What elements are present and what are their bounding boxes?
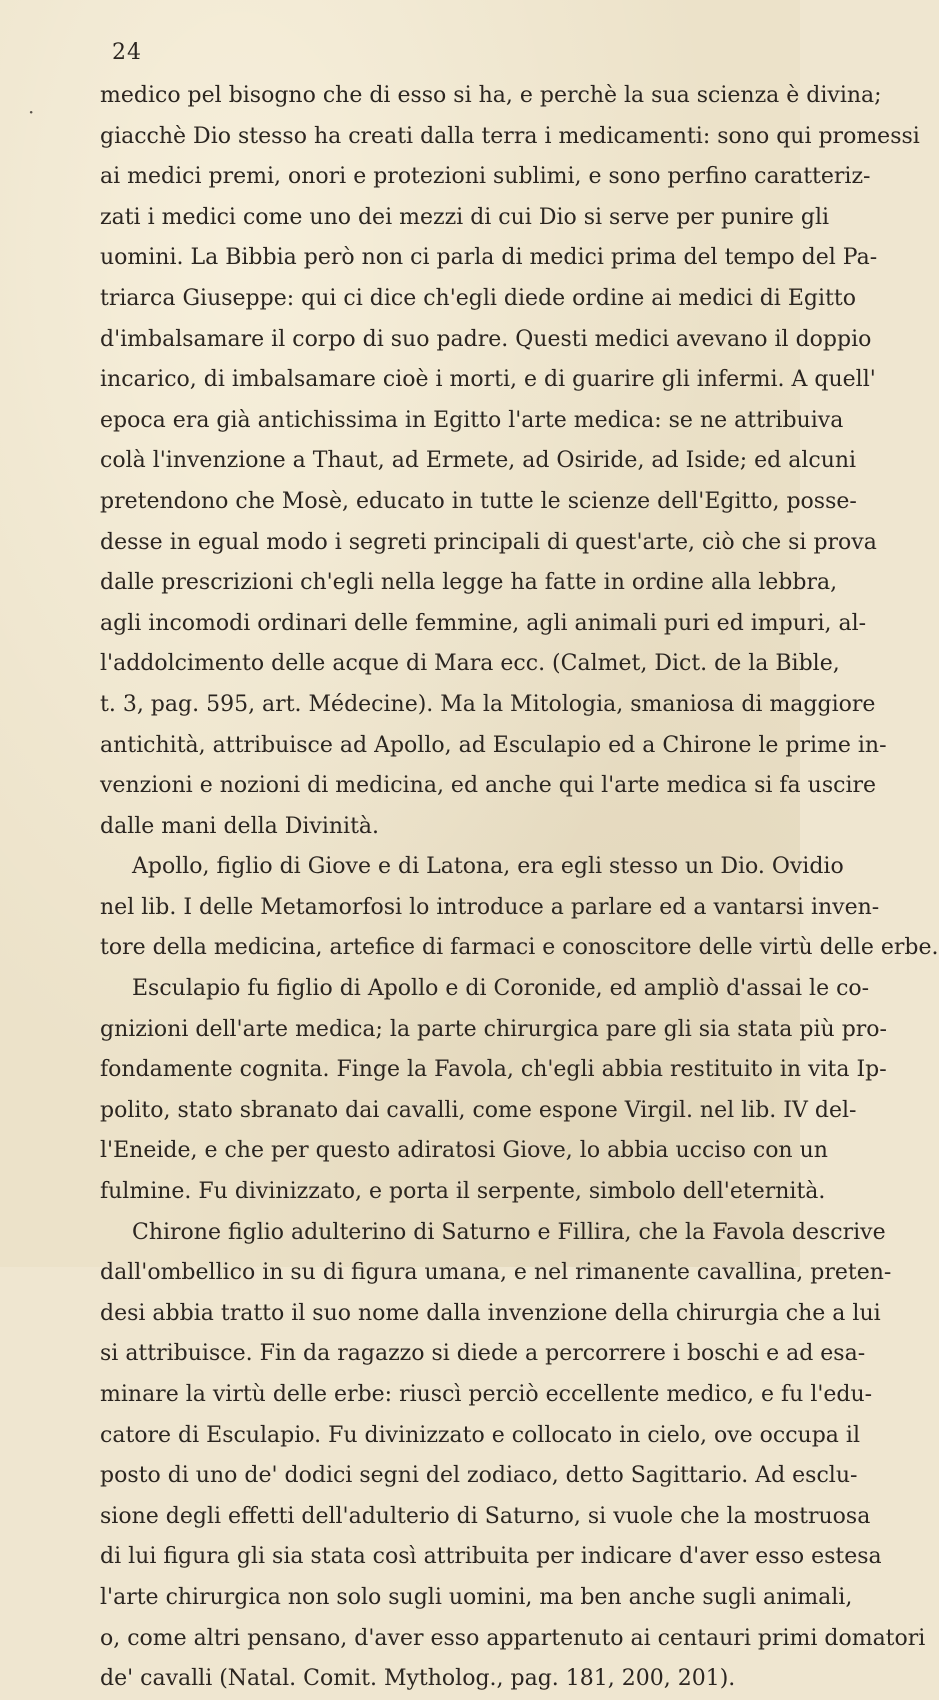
text-line: d'imbalsamare il corpo di suo padre. Questi medici avevano il doppio: [100, 326, 872, 352]
text-line: Apollo, figlio di Giove e di Latona, era egli stesso un Dio. Ovidio: [132, 854, 844, 880]
text-line: o, come altri pensano, d'aver esso appartenuto ai centauri primi domatori: [100, 1625, 926, 1651]
text-line: posto di uno de' dodici segni del zodiaco, detto Sagittario. Ad esclu-: [100, 1463, 858, 1489]
text-line: tore della medicina, artefice di farmaci e conoscitore delle virtù delle erbe.: [100, 935, 939, 961]
text-line: di lui figura gli sia stata così attribuita per indicare d'aver esso estesa: [100, 1544, 882, 1570]
text-line: gnizioni dell'arte medica; la parte chirurgica pare gli sia stata più pro-: [100, 1016, 887, 1042]
text-line: catore di Esculapio. Fu divinizzato e collocato in cielo, ove occupa il: [100, 1422, 860, 1448]
text-line: dalle prescrizioni ch'egli nella legge ha fatte in ordine alla lebbra,: [100, 570, 838, 596]
text-line: l'addolcimento delle acque di Mara ecc. (Calmet, Dict. de la Bible,: [100, 651, 840, 677]
text-line: ai medici premi, onori e protezioni sublimi, e sono perfino caratteriz-: [100, 164, 871, 190]
text-line: colà l'invenzione a Thaut, ad Ermete, ad Osiride, ad Iside; ed alcuni: [100, 448, 857, 474]
text-line: sione degli effetti dell'adulterio di Saturno, si vuole che la mostruosa: [100, 1503, 871, 1529]
text-line: incarico, di imbalsamare cioè i morti, e di guarire gli infermi. A quell': [100, 367, 876, 393]
page-number: 24: [112, 40, 142, 65]
text-line: de' cavalli (Natal. Comit. Mytholog., pag. 181, 200, 201).: [100, 1666, 736, 1692]
body-text: [100, 76, 939, 1700]
text-line: si attribuisce. Fin da ragazzo si diede a percorrere i boschi e ad esa-: [100, 1341, 866, 1367]
text-line: pretendono che Mosè, educato in tutte le scienze dell'Egitto, posse-: [100, 488, 857, 514]
text-line: uomini. La Bibbia però non ci parla di medici prima del tempo del Pa-: [100, 245, 878, 271]
text-line: epoca era già antichissima in Egitto l'arte medica: se ne attribuiva: [100, 407, 844, 433]
text-line: fulmine. Fu divinizzato, e porta il serpente, simbolo dell'eternità.: [100, 1179, 826, 1205]
text-line: minare la virtù delle erbe: riuscì perciò eccellente medico, e fu l'edu-: [100, 1382, 873, 1407]
text-line: giacchè Dio stesso ha creati dalla terra i medicamenti: sono qui promessi: [100, 123, 920, 149]
text-line: triarca Giuseppe: qui ci dice ch'egli diede ordine ai medici di Egitto: [100, 285, 856, 311]
text-line: Esculapio fu figlio di Apollo e di Coronide, ed ampliò d'assai le co-: [132, 976, 870, 1002]
text-line: desi abbia tratto il suo nome dalla invenzione della chirurgia che a lui: [100, 1300, 881, 1326]
margin-mark: ·: [28, 100, 35, 124]
text-line: agli incomodi ordinari delle femmine, agli animali puri ed impuri, al-: [100, 610, 867, 636]
text-line: antichità, attribuisce ad Apollo, ad Esculapio ed a Chirone le prime in-: [100, 732, 887, 758]
text-line: venzioni e nozioni di medicina, ed anche qui l'arte medica si fa uscire: [100, 773, 877, 799]
text-line: t. 3, pag. 595, art. Médecine). Ma la Mitologia, smaniosa di maggiore: [100, 691, 876, 717]
text-line: dalle mani della Divinità.: [100, 813, 380, 839]
text-line: fondamente cognita. Finge la Favola, ch'egli abbia restituito in vita Ip-: [100, 1057, 887, 1083]
text-line: l'Eneide, e che per questo adiratosi Giove, lo abbia ucciso con un: [100, 1138, 828, 1164]
text-line: zati i medici come uno dei mezzi di cui Dio si serve per punire gli: [100, 204, 830, 230]
text-line: l'arte chirurgica non solo sugli uomini, ma ben anche sugli animali,: [100, 1584, 853, 1610]
text-line: nel lib. I delle Metamorfosi lo introduce a parlare ed a vantarsi inven-: [100, 894, 880, 920]
text-line: polito, stato sbranato dai cavalli, come espone Virgil. nel lib. IV del-: [100, 1097, 857, 1123]
text-line: medico pel bisogno che di esso si ha, e perchè la sua scienza è divina;: [100, 83, 882, 108]
text-line: desse in egual modo i segreti principali di quest'arte, ciò che si prova: [100, 529, 877, 555]
text-line: Chirone figlio adulterino di Saturno e Fillira, che la Favola descrive: [132, 1219, 886, 1245]
text-line: dall'ombellico in su di figura umana, e nel rimanente cavallina, preten-: [100, 1260, 892, 1286]
